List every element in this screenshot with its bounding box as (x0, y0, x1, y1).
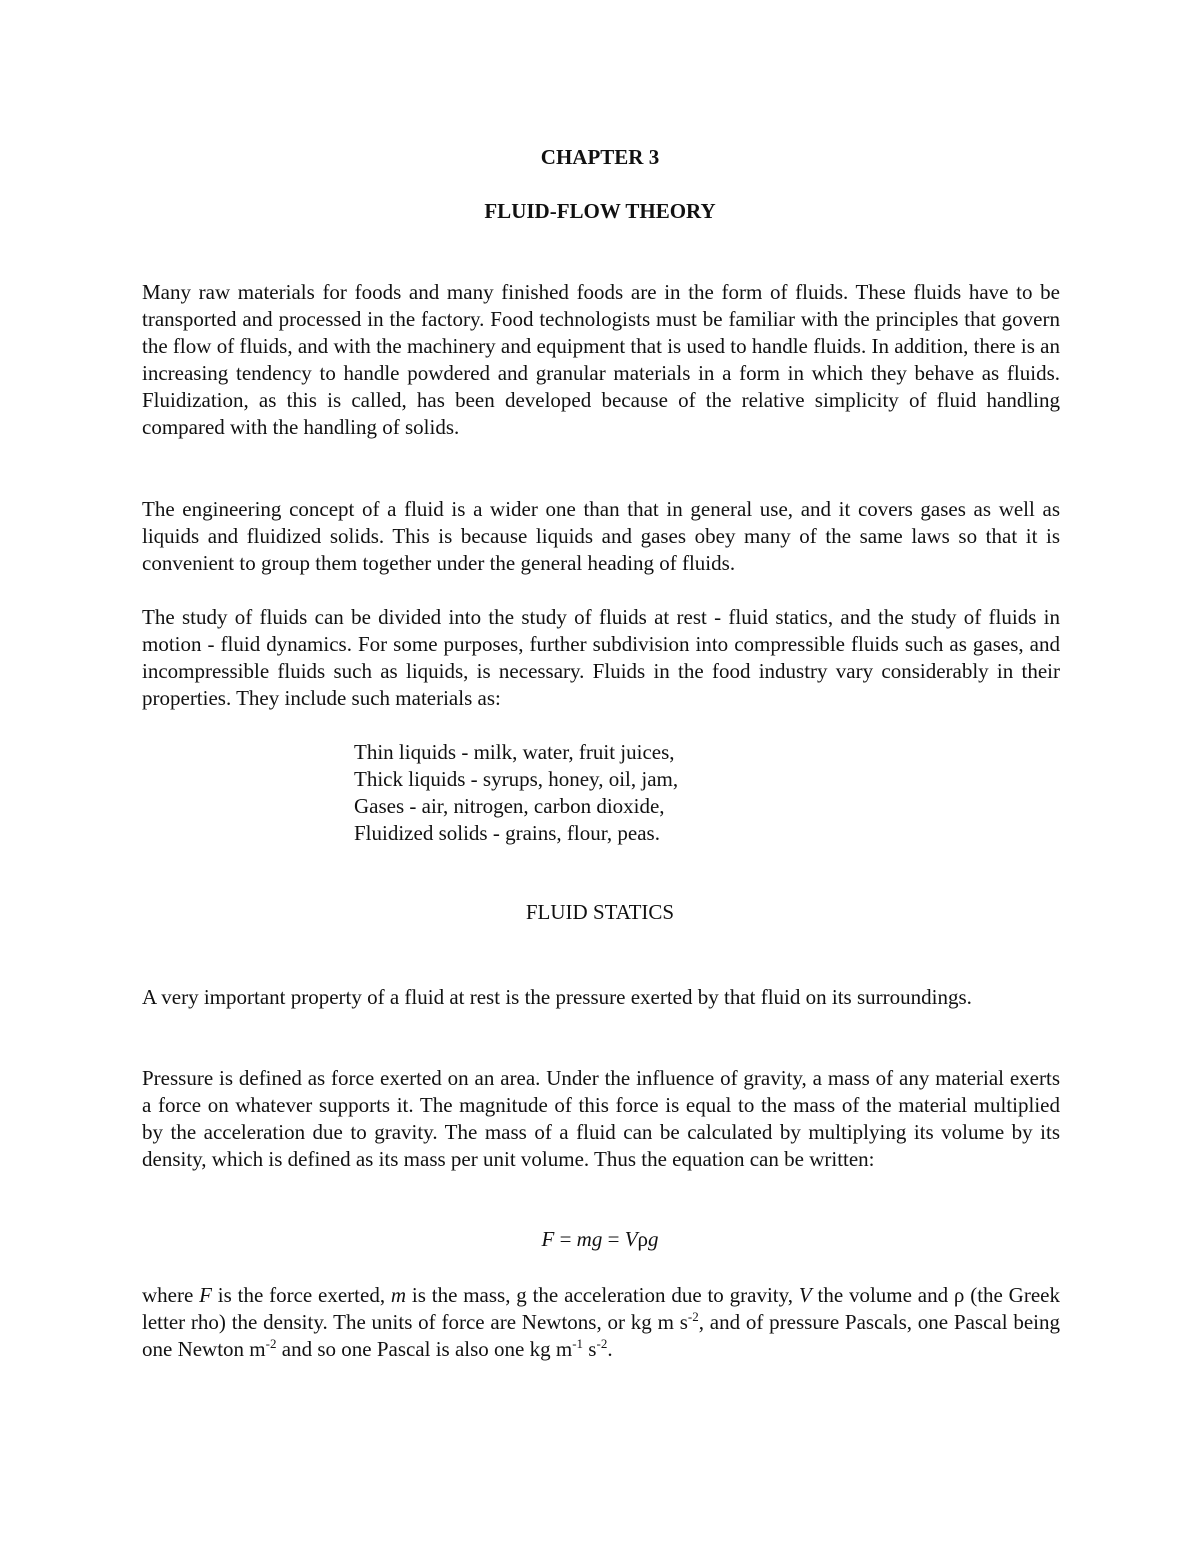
text-span: , and of pressure Pascals, one Pascal being one Newton m (142, 1310, 1061, 1361)
text-span: s (583, 1337, 597, 1361)
section-heading: FLUID STATICS (525, 900, 675, 924)
text-span: is the force exerted, (211, 1283, 391, 1307)
list-item: Thick liquids - syrups, honey, oil, jam, (354, 767, 679, 791)
equation-equals: = (602, 1227, 625, 1251)
equation-volume-symbol: V (624, 1227, 638, 1251)
text-span: where (142, 1283, 200, 1307)
intro-paragraph-3: The study of fluids can be divided into the study of fluids at rest - fluid statics, and the study of fluids in motion - fluid dynamics. For some purposes, further subdivision into compressible fluids such as gases, and incompressible fluids such as liquids, is necessary. Fluids in the food industry vary considerably in their properties. They include such materials as: (142, 605, 1060, 710)
intro-paragraph-2: The engineering concept of a fluid is a wider one than that in general use, and it covers gases as well as liquids and fluidized solids. This is because liquids and gases obey many of the same laws so that it is convenient to group them together under the general heading of fluids. (142, 497, 1060, 575)
volume-symbol: V (798, 1283, 812, 1307)
exponent: -1 (572, 1336, 584, 1351)
equation-g-symbol: g (648, 1227, 659, 1251)
equation-equals: = (554, 1227, 577, 1251)
exponent: -2 (687, 1309, 699, 1324)
list-item: Fluidized solids - grains, flour, peas. (354, 821, 660, 845)
chapter-title: FLUID-FLOW THEORY (484, 199, 716, 223)
list-item: Thin liquids - milk, water, fruit juices, (354, 740, 675, 764)
force-equation (0, 1227, 1200, 1252)
text-span: . (607, 1337, 613, 1361)
chapter-label: CHAPTER 3 (540, 145, 660, 169)
text-span: is the mass, g the acceleration due to gravity, (406, 1283, 799, 1307)
intro-paragraph-1: Many raw materials for foods and many finished foods are in the form of fluids. These fluids have to be transported and processed in the factory. Food technologists must be familiar with the principles that govern the flow of fluids, and with the machinery and equipment that is used to handle fluids. In addition, there is an increasing tendency to handle powdered and granular materials in a form in which they behave as fluids. Fluidization, as this is called, has been developed because of the relative simplicity of fluid handling compared with the handling of solids. (142, 280, 1060, 439)
equation-force-symbol: F (541, 1227, 555, 1251)
statics-paragraph-2: Pressure is defined as force exerted on an area. Under the influence of gravity, a mass of any material exerts a force on whatever supports it. The magnitude of this force is equal to the mass of the material multiplied by the acceleration due to gravity. The mass of a fluid can be calculated by multiplying its volume by its density, which is defined as its mass per unit volume. Thus the equation can be written: (142, 1066, 1060, 1171)
exponent: -2 (596, 1336, 608, 1351)
mass-symbol: m (390, 1283, 407, 1307)
materials-list (354, 739, 678, 847)
statics-paragraph-1: A very important property of a fluid at rest is the pressure exerted by that fluid on its surroundings. (142, 985, 972, 1009)
text-span: the volume and ρ (the Greek letter rho) the density. The units of force are Newtons, or kg m s (142, 1283, 1060, 1334)
equation-mg: mg (576, 1227, 603, 1251)
text-span: and so one Pascal is also one kg m (276, 1337, 573, 1361)
where-paragraph (142, 1282, 1060, 1363)
force-symbol: F (199, 1283, 212, 1307)
exponent: -2 (265, 1336, 277, 1351)
list-item: Gases - air, nitrogen, carbon dioxide, (354, 794, 665, 818)
equation-rho-symbol: ρ (637, 1227, 648, 1251)
